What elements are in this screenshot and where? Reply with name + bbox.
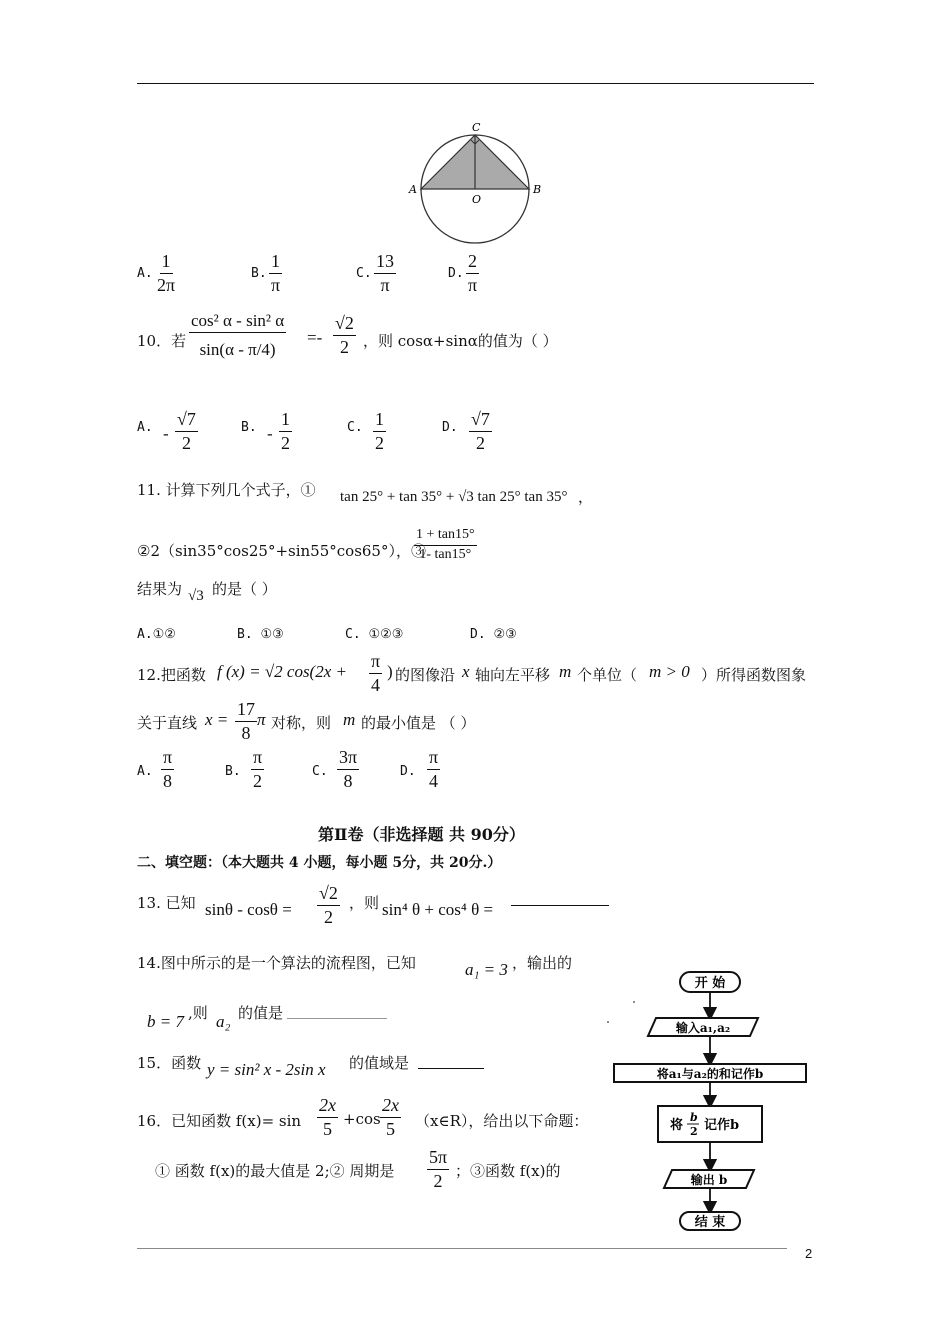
q12-x: x — [462, 662, 470, 681]
header-rule — [137, 83, 814, 84]
q10-b-frac: $\frac{1}{2}$ — [281, 409, 290, 453]
q12-p2: 的图像沿 — [395, 666, 456, 684]
q10-c-label: C. — [347, 420, 363, 435]
q12-d-frac: $\frac{\pi}{4}$ — [429, 747, 439, 791]
q10-d-frac: $\frac{√7}{2}$ — [471, 409, 490, 453]
flow-half-pre: 将 — [670, 1118, 684, 1133]
q15-expr: y = sin² x - 2sin x — [207, 1060, 326, 1079]
flow-input-text: 输入a₁,a₂ — [675, 1021, 731, 1035]
q13-expr2: sin⁴ θ + cos⁴ θ = — [382, 900, 494, 919]
q11-c: C. ①②③ — [345, 627, 404, 642]
q16-frac1: $\frac{2x}{5}$ — [319, 1095, 336, 1139]
q16-l2b: ；③函数 f(x)的 — [455, 1162, 561, 1180]
flow-half-num: b — [690, 1111, 698, 1124]
q12-close: ) — [387, 662, 393, 681]
q11-d: D. ②③ — [470, 627, 517, 642]
q12-p5: ）所得函数图象 — [701, 666, 807, 684]
q14-p4: 的值是 — [238, 1004, 284, 1022]
q11-line1: 11. 计算下列几个式子，① — [137, 481, 316, 499]
q12-l2a: 关于直线 — [137, 714, 198, 732]
footer-rule — [137, 1248, 787, 1249]
section-heading: 二、填空题：（本大题共 4 小题，每小题 5分，共 20分.） — [137, 855, 502, 871]
q13-question — [137, 884, 617, 934]
q12-line2 — [137, 700, 637, 746]
q9-d-frac: $\frac{2}{\pi}$ — [468, 251, 478, 295]
q12-pi: π — [257, 710, 266, 729]
q13-frac: $\frac{√2}{2}$ — [319, 883, 338, 927]
q12-c-label: C. — [312, 764, 328, 779]
q9-d-label: D. — [448, 266, 464, 281]
label-c: C — [472, 121, 481, 134]
q15-p2: 的值域是 — [349, 1054, 410, 1072]
q11-comma: ， — [578, 488, 594, 506]
q9-b-label: B. — [251, 266, 267, 281]
flowchart — [604, 962, 814, 1234]
q13-answer-blank[interactable] — [511, 905, 609, 906]
flow-half-den: 2 — [690, 1125, 698, 1138]
q16-plus: +cos — [343, 1110, 381, 1128]
q11-a: A.①② — [137, 627, 176, 642]
label-o: O — [472, 193, 482, 206]
part2-title: 第Ⅱ卷（非选择题 共 90分） — [318, 825, 525, 844]
q10-equals: =- — [307, 328, 323, 347]
q12-m2: m — [343, 710, 356, 729]
q15-p1: 15．函数 — [137, 1054, 202, 1072]
q10-main-frac: $\frac{\text{cos² α - sin² α}}{\sin(\alpha - \pi/4)}$ — [191, 311, 285, 359]
q9-b-frac: $\frac{1}{\pi}$ — [271, 251, 281, 295]
q14-p3: ,则 — [188, 1004, 208, 1022]
q14-answer-blank[interactable] — [287, 1018, 387, 1019]
q16-frac2: $\frac{2x}{5}$ — [382, 1095, 399, 1139]
q13-expr: sinθ - cosθ = — [205, 900, 292, 919]
q12-p4: 个单位（ — [577, 666, 638, 684]
q9-c-frac: $\frac{13}{\pi}$ — [376, 251, 394, 295]
q12-a-frac: $\frac{\pi}{8}$ — [163, 747, 173, 791]
q10-tail: ，则 cosα+sinα的值为（ ） — [363, 332, 558, 350]
q12-xeq: x = — [205, 710, 229, 729]
q15-answer-blank[interactable] — [418, 1068, 484, 1069]
flow-output-text: 输出 b — [690, 1173, 728, 1187]
q12-function: f (x) = √2 cos(2x + — [217, 662, 347, 681]
q11-sqrt3: √3 — [188, 588, 204, 604]
q9-c-label: C. — [356, 266, 372, 281]
q11-expr3-frac: $\frac{1 + \tan 15^\circ}{1- \tan 15^\circ}$ — [416, 527, 475, 562]
q10-b-label: B. — [241, 420, 257, 435]
q10-rhs-frac: $\frac{√2}{2}$ — [335, 313, 354, 357]
q12-l2c: 的最小值是 （ ） — [361, 714, 476, 732]
flow-sum-text: 将a₁与a₂的和记作b — [656, 1067, 764, 1081]
q10-a-label: A. — [137, 420, 153, 435]
q14-b7: b = 7 — [147, 1012, 184, 1031]
q11-line3b: 的是（ ） — [212, 580, 277, 598]
q10-c-frac: $\frac{1}{2}$ — [375, 409, 384, 453]
flow-start-text: 开 始 — [694, 976, 726, 991]
q10-a-sign: - — [163, 424, 169, 443]
q12-p1: 12.把函数 — [137, 666, 206, 684]
q16-frac3: $\frac{5\pi}{2}$ — [429, 1147, 448, 1191]
q12-17-8-frac: $\frac{17}{8}$ — [237, 699, 255, 743]
q10-a-frac: $\frac{√7}{2}$ — [177, 409, 196, 453]
q16-l2a: ① 函数 f(x)的最大值是 2;② 周期是 — [155, 1162, 395, 1180]
q12-l2b: 对称，则 — [271, 714, 332, 732]
q9-a-label: A. — [137, 266, 153, 281]
q11-b: B. ①③ — [237, 627, 284, 642]
q14-p2: ，输出的 — [512, 954, 573, 972]
circle-triangle-figure — [400, 115, 550, 250]
q16-p1: 16．已知函数 f(x)= sin — [137, 1112, 302, 1130]
flow-half-post: 记作b — [704, 1118, 740, 1133]
q12-m: m — [559, 662, 572, 681]
q9-a-frac: $\frac{1}{2\pi}$ — [157, 251, 176, 295]
q14-a2: a₂ — [216, 1012, 231, 1031]
q11-line3a: 结果为 — [137, 580, 183, 598]
q12-line1 — [137, 652, 817, 698]
q12-mcond: m > 0 — [649, 662, 690, 681]
q12-c-frac: $\frac{3\pi}{8}$ — [339, 747, 358, 791]
q16-p2: （x∈R），给出以下命题： — [415, 1112, 589, 1130]
q12-a-label: A. — [137, 764, 153, 779]
q10-b-sign: - — [267, 424, 273, 443]
q12-p3: 轴向左平移 — [475, 666, 551, 684]
q14-p1: 14.图中所示的是一个算法的流程图，已知 — [137, 954, 416, 972]
q10-d-label: D. — [442, 420, 458, 435]
q11-expr1: tan 25° + tan 35° + √3 tan 25° tan 35° — [340, 489, 568, 505]
q11-line2: ②2（sin35°cos25°+sin55°cos65°），③ — [137, 542, 426, 560]
label-b: B — [533, 183, 542, 196]
q12-b-label: B. — [225, 764, 241, 779]
label-a: A — [409, 183, 417, 196]
q12-pi4-frac: $\frac{\pi}{4}$ — [371, 651, 381, 695]
q16-line1 — [137, 1096, 597, 1146]
q13-p1: 13. 已知 — [137, 894, 196, 912]
flow-end-text: 结 束 — [694, 1215, 726, 1230]
q12-b-frac: $\frac{\pi}{2}$ — [253, 747, 263, 791]
q13-p2: ，则 — [349, 894, 380, 912]
q14-a1: a₁ = 3 — [465, 960, 508, 979]
page-number: 2 — [805, 1246, 813, 1261]
q12-d-label: D. — [400, 764, 416, 779]
q16-line2 — [155, 1148, 595, 1198]
q10-number: 10．若 — [137, 332, 187, 350]
